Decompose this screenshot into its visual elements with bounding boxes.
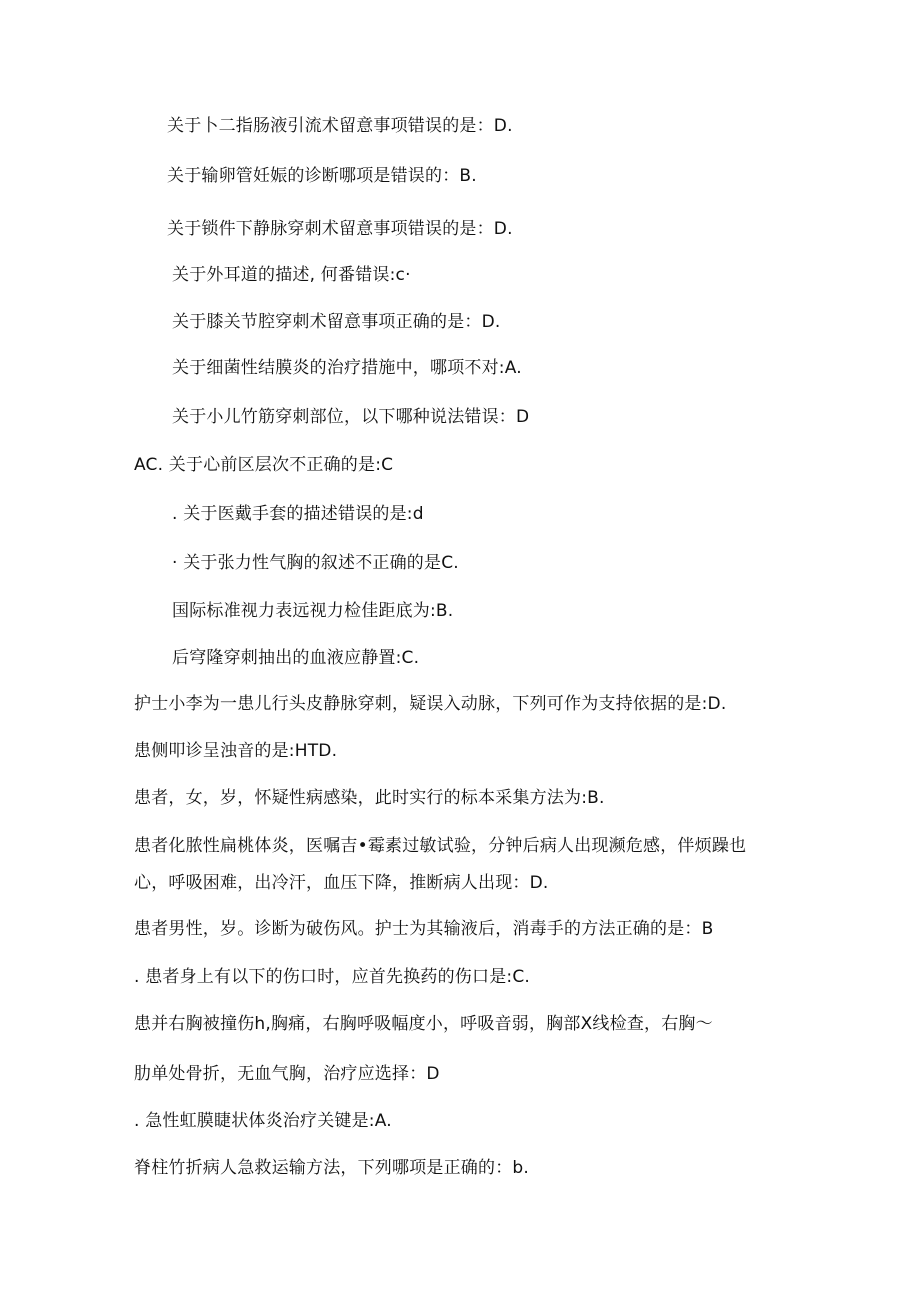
text-line: 患并右胸被撞伤h,胸痛，右胸呼吸幅度小，呼吸音弱，胸部X线检查，右胸～ xyxy=(134,1014,713,1034)
text-line: · 关于张力性气胸的叙述不正确的是C. xyxy=(172,553,459,573)
text-line: 患者男性，岁。诊断为破伤风。护士为其输液后，消毒手的方法正确的是：B xyxy=(134,919,714,939)
text-line: 患侧叩诊呈浊音的是:HTD. xyxy=(134,741,338,761)
text-line: 后穹隆穿刺抽出的血液应静置:C. xyxy=(172,648,420,668)
text-line: 关于细菌性结膜炎的治疗措施中，哪项不对:A. xyxy=(172,358,522,378)
text-line: 患者化脓性扁桃体炎，医嘱吉•霉素过敏试验，分钟后病人出现濒危感，伴烦躁也 xyxy=(134,836,747,856)
text-line: 心，呼吸困难，出冷汗，血压下降，推断病人出现：D. xyxy=(134,873,549,893)
text-line: 关于膝关节腔穿刺术留意事项正确的是：D. xyxy=(172,312,501,332)
text-line: . 患者身上有以下的伤口时，应首先换药的伤口是:C. xyxy=(134,967,531,987)
text-line: 肋单处骨折，无血气胸，治疗应选择：D xyxy=(134,1064,440,1084)
text-line: 关于卜二指肠液引流术留意事项错误的是：D. xyxy=(167,116,513,136)
text-line: 脊柱竹折病人急救运输方法，下列哪项是正确的：b. xyxy=(134,1158,529,1178)
text-line: 关于输卵管妊娠的诊断哪项是错误的：B. xyxy=(167,166,477,186)
text-line: . 关于医戴手套的描述错误的是:d xyxy=(172,504,424,524)
text-line: 关于外耳道的描述, 何番错误:c· xyxy=(172,265,411,285)
text-line: 护士小李为一患儿行头皮静脉穿刺，疑误入动脉，下列可作为支持依据的是:D. xyxy=(134,694,727,714)
text-line: 关于锁件下静脉穿刺术留意事项错误的是：D. xyxy=(167,219,513,239)
text-line: AC. 关于心前区层次不正确的是:C xyxy=(134,455,394,475)
text-line: 关于小儿竹筋穿刺部位，以下哪种说法错误：D xyxy=(172,407,530,427)
text-line: 国际标准视力表远视力检佳距底为:B. xyxy=(172,601,454,621)
text-line: 患者，女，岁，怀疑性病感染，此时实行的标本采集方法为:B. xyxy=(134,788,605,808)
text-line: . 急性虹膜睫状体炎治疗关键是:A. xyxy=(134,1111,392,1131)
